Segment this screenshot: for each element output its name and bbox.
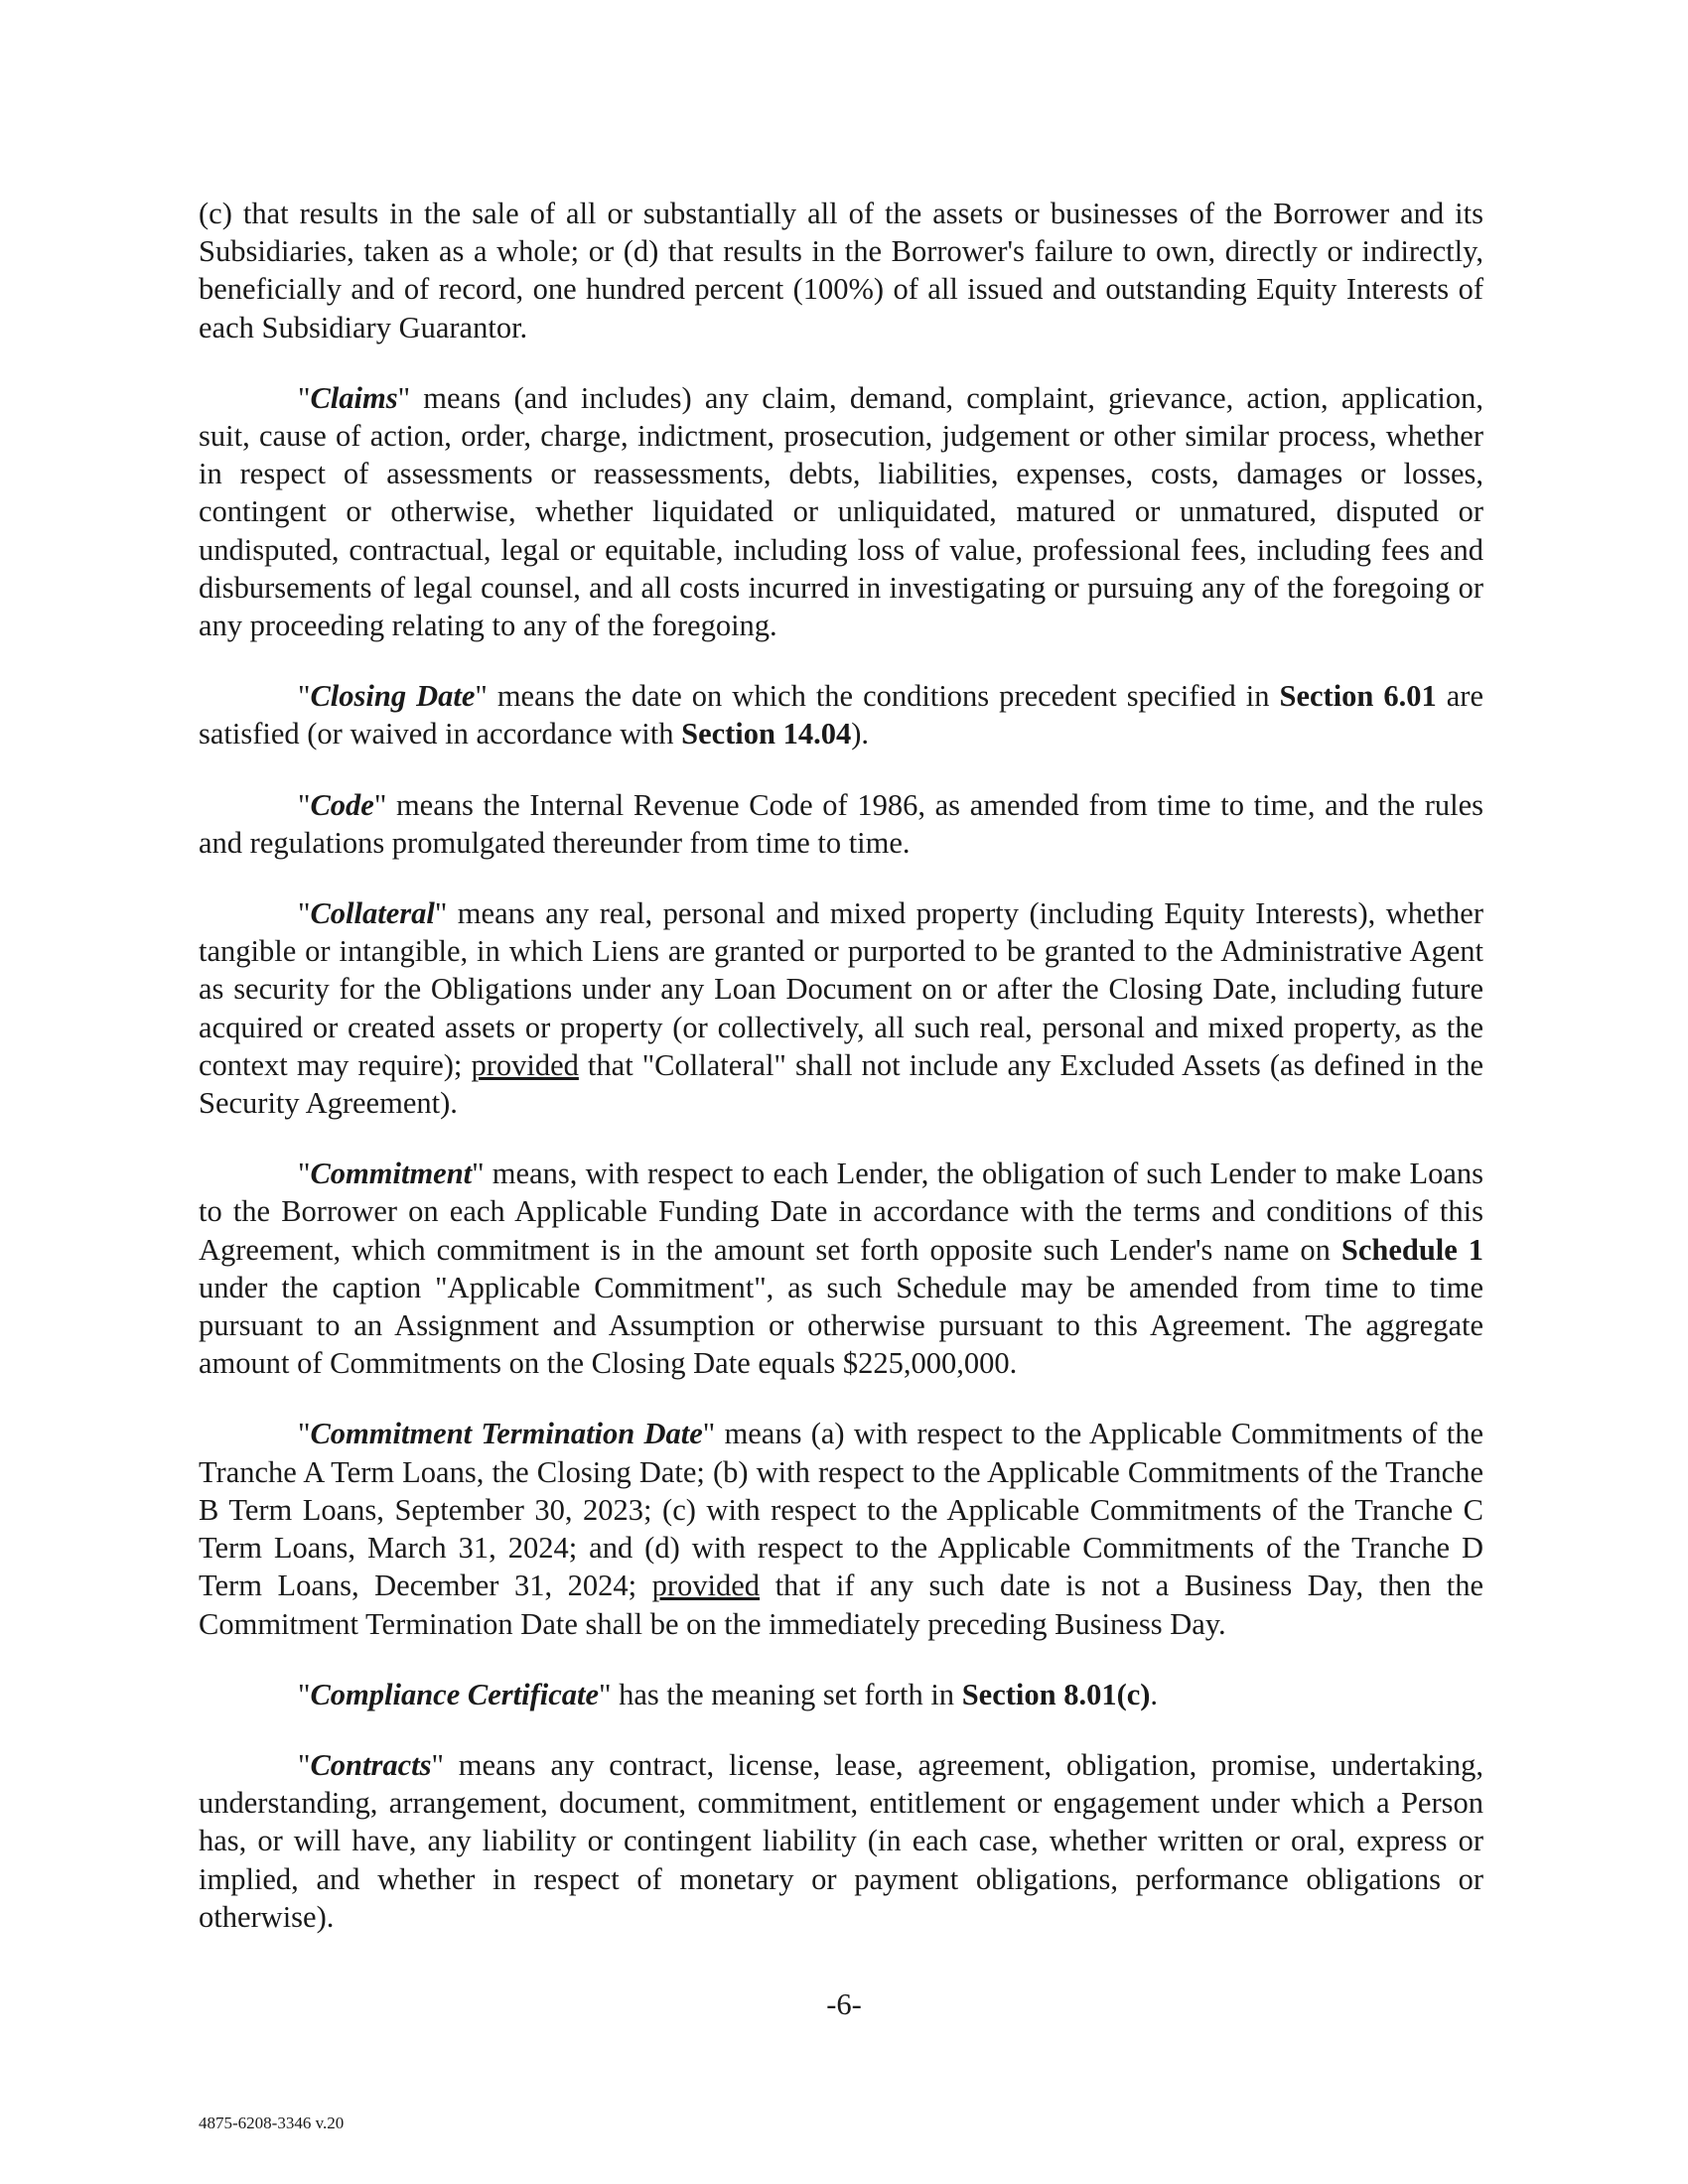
definition-text: that "Collateral" shall not include any Excluded Assets (as defined in the Security Agreement). xyxy=(199,1047,1483,1121)
document-id: 4875-6208-3346 v.20 xyxy=(199,2114,345,2132)
section-reference: Section 14.04 xyxy=(681,717,852,751)
page-number: -6- xyxy=(826,1987,862,2021)
defined-term: Contracts xyxy=(310,1747,432,1782)
definition-text: ). xyxy=(851,717,870,751)
paragraph-continuation xyxy=(199,195,1483,346)
definition-commitment-termination-date: "Commitment Termination Date" means (a) with respect to the Applicable Commitments of the Tranche A Term Loans, the Closing Date; (b) with respect to the Applicable Commitments of the Tranche B Term Loans, September 30, 2023; (c) with respect to the Applicable Commitments of the Tranche C Term Loans, March 31, 2024; and (d) with respect to the Applicable Commitments of the Tranche D Term Loans, December 31, 2024; provided that if any such date is not a Business Day, then the Commitment Termination Date shall be on the immediately preceding Business Day. xyxy=(199,1417,1484,1641)
defined-term: Commitment Termination Date xyxy=(310,1417,703,1451)
definition-compliance-certificate: "Compliance Certificate" has the meaning set forth in Section 8.01(c). xyxy=(298,1677,1159,1711)
defined-term: Commitment xyxy=(310,1157,473,1191)
definition-text: means, with respect to each Lender, the obligation of such Lender to make Loans to the Borrower on each Applicable Funding Date in accordance with the terms and conditions of this Agreement, which commitment is in the amount set forth opposite such Lender's name on xyxy=(199,1157,1483,1267)
definition-collateral: "Collateral" means any real, personal and mixed property (including Equity Interests), whether tangible or intangible, in which Liens are granted or purported to be granted to the Administrative Agent as security for the Obligations under any Loan Document on or after the Closing Date, including future acquired or created assets or property (or collectively, all such real, personal and mixed property, as the context may require); provided that "Collateral" shall not include any Excluded Assets (as defined in the Security Agreement). xyxy=(199,896,1483,1121)
definition-text: are satisfied (or waived in accordance with xyxy=(199,679,1483,751)
defined-term: Claims xyxy=(310,380,398,415)
definition-text: under the caption "Applicable Commitment", as such Schedule may be amended from time to time pursuant to an Assignment and Assumption or otherwise pursuant to this Agreement. The aggregate amount of Commitments on the Closing Date equals $225,000,000. xyxy=(199,1270,1483,1381)
definitions-body xyxy=(199,195,1483,1936)
definition-text: means any contract, license, lease, agreement, obligation, promise, undertaking, understanding, arrangement, document, commitment, entitlement or engagement under which a Person has, or will have, any liability or contingent liability (in each case, whether written or oral, express or implied, and whether in respect of monetary or payment obligations, performance obligations or otherwise). xyxy=(199,1747,1483,1934)
definition-text: has the meaning set forth in xyxy=(611,1677,962,1711)
definition-closing-date: "Closing Date" means the date on which the conditions precedent specified in Section 6.01 are satisfied (or waived in accordance with Section 14.04). xyxy=(199,679,1483,751)
definition-commitment: "Commitment" means, with respect to each Lender, the obligation of such Lender to make Loans to the Borrower on each Applicable Funding Date in accordance with the terms and conditions of this Agreement, which commitment is in the amount set forth opposite such Lender's name on Schedule 1 under the caption "Applicable Commitment", as such Schedule may be amended from time to time pursuant to an Assignment and Assumption or otherwise pursuant to this Agreement. The aggregate amount of Commitments on the Closing Date equals $225,000,000. xyxy=(199,1157,1484,1381)
definition-contracts: "Contracts" means any contract, license, lease, agreement, obligation, promise, undertaking, understanding, arrangement, document, commitment, entitlement or engagement under which a Person has, or will have, any liability or contingent liability (in each case, whether written or oral, express or implied, and whether in respect of monetary or payment obligations, performance obligations or otherwise). xyxy=(199,1747,1483,1934)
schedule-reference: Schedule 1 xyxy=(1340,1232,1484,1267)
defined-term: Code xyxy=(310,787,374,822)
section-reference: Section 8.01(c) xyxy=(961,1677,1151,1711)
definition-text: means (a) with respect to the Applicable Commitments of the Tranche A Term Loans, the Closing Date; (b) with respect to the Applicable Commitments of the Tranche B Term Loans, September 30, 2023; (c) with respect to the Applicable Commitments of the Tranche C Term Loans, March 31, 2024; and (d) with respect to the Applicable Commitments of the Tranche D Term Loans, December 31, 2024; xyxy=(199,1417,1483,1603)
section-reference: Section 6.01 xyxy=(1279,679,1437,714)
underlined-proviso: provided xyxy=(471,1047,579,1082)
definition-text: means (and includes) any claim, demand, complaint, grievance, action, application, suit, cause of action, order, charge, indictment, prosecution, judgement or other similar process, whether in respect of assessments or reassessments, debts, liabilities, expenses, costs, damages or losses, contingent or otherwise, whether liquidated or unliquidated, matured or unmatured, disputed or undisputed, contractual, legal or equitable, including loss of value, professional fees, including fees and disbursements of legal counsel, and all costs incurred in investigating or pursuing any of the foregoing or any proceeding relating to any of the foregoing. xyxy=(199,380,1483,643)
defined-term: Collateral xyxy=(310,896,435,931)
definition-code: "Code" means the Internal Revenue Code of 1986, as amended from time to time, and the rules and regulations promulgated thereunder from time to time. xyxy=(199,787,1483,860)
underlined-proviso: provided xyxy=(651,1569,761,1603)
definition-text: means the Internal Revenue Code of 1986, as amended from time to time, and the rules and regulations promulgated thereunder from time to time. xyxy=(199,787,1483,860)
definition-text: that if any such date is not a Business Day, then the Commitment Termination Date shall be on the immediately preceding Business Day. xyxy=(199,1569,1484,1641)
defined-term: Closing Date xyxy=(310,679,476,714)
definition-text: means the date on which the conditions precedent specified in xyxy=(487,679,1280,714)
defined-term: Compliance Certificate xyxy=(310,1677,600,1711)
definition-text: . xyxy=(1150,1677,1159,1711)
definition-claims: "Claims" means (and includes) any claim, demand, complaint, grievance, action, application, suit, cause of action, order, charge, indictment, prosecution, judgement or other similar process, whether in respect of assessments or reassessments, debts, liabilities, expenses, costs, damages or losses, contingent or otherwise, whether liquidated or unliquidated, matured or unmatured, disputed or undisputed, contractual, legal or equitable, including loss of value, professional fees, including fees and disbursements of legal counsel, and all costs incurred in investigating or pursuing any of the foregoing or any proceeding relating to any of the foregoing. xyxy=(199,380,1483,643)
definition-text: means any real, personal and mixed property (including Equity Interests), whether tangible or intangible, in which Liens are granted or purported to be granted to the Administrative Agent as security for the Obligations under any Loan Document on or after the Closing Date, including future acquired or created assets or property (or collectively, all such real, personal and mixed property, as the context may require); xyxy=(199,896,1483,1082)
paragraph-text: (c) that results in the sale of all or substantially all of the assets or businesses of the Borrower and its Subsidiaries, taken as a whole; or (d) that results in the Borrower's failure to own, directly or indirectly, beneficially and of record, one hundred percent (100%) of all issued and outstanding Equity Interests of each Subsidiary Guarantor. xyxy=(199,197,1483,344)
